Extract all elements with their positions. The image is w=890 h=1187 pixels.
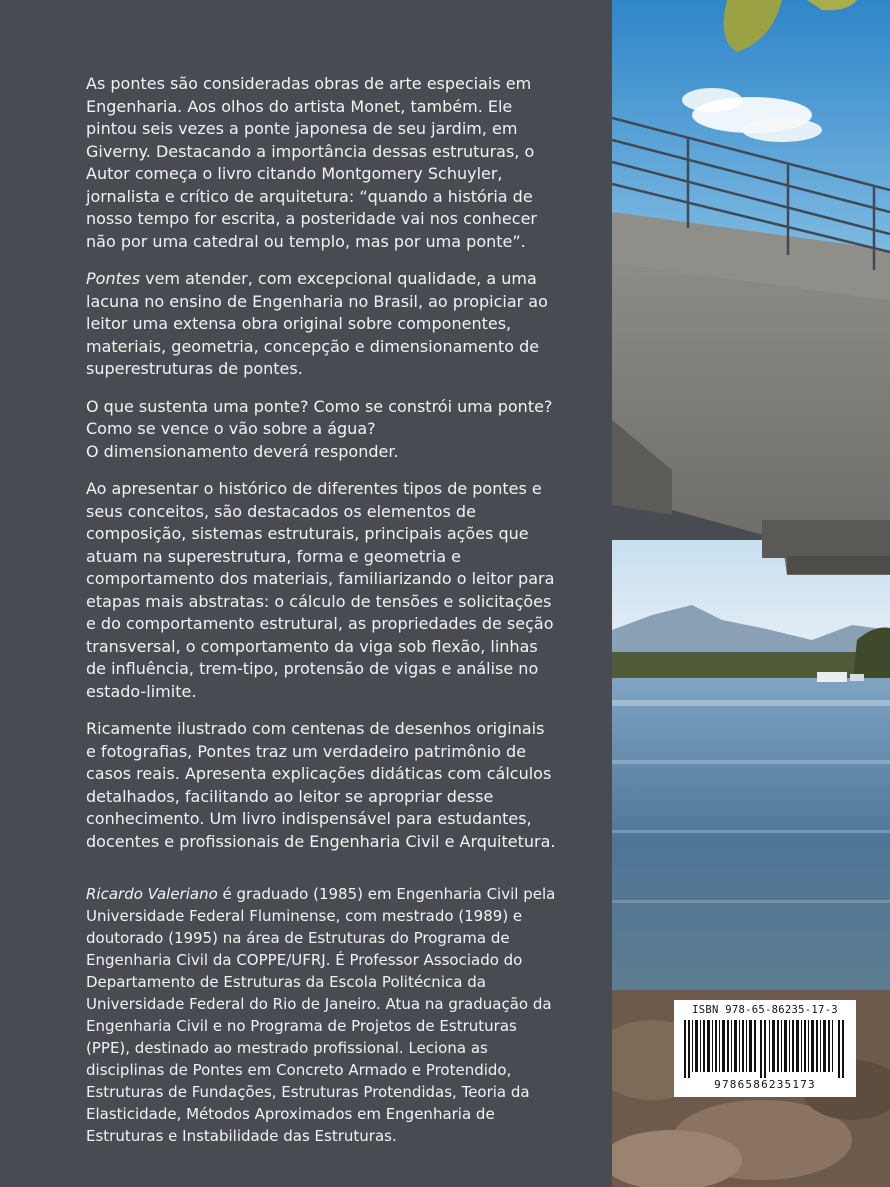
synopsis-paragraph-3 (86, 396, 556, 464)
isbn-digits: 9786586235173 (714, 1078, 816, 1091)
book-title: Pontes (86, 269, 141, 288)
author-bio (86, 883, 556, 1147)
author-name: Ricardo Valeriano (86, 885, 218, 903)
question-line-2: Como se vence o vão sobre a água? (86, 419, 376, 438)
synopsis-paragraph-1: As pontes são consideradas obras de arte especiais em Engenharia. Aos olhos do artista Monet, também. Ele pintou seis vezes a ponte japonesa de seu jardim, em Giverny. Destacando a importância dessas estruturas, o Autor começa o livro citando Montgomery Schuyler, jornalista e crítico de arquitetura: “quando a história de nosso tempo for escrita, a posteridade vai nos conhecer não por uma catedral ou templo, mas por uma ponte”. (86, 74, 537, 251)
question-line-3: O dimensionamento deverá responder. (86, 441, 399, 461)
author-bio-text: é graduado (1985) em Engenharia Civil pela Universidade Federal Fluminense, com mestrado (1989) e doutorado (1995) na área de Estruturas do Programa de Engenharia Civil da COPPE/UFRJ. É Professor Associado do Departamento de Estruturas da Escola Politécnica da Universidade Federal do Rio de Janeiro. Atua na graduação da Engenharia Civil e no Programa de Projetos de Estruturas (PPE), destinado ao mestrado profissional. Leciona as disciplinas de Pontes em Concreto Armado e Protendido, Estruturas de Fundações, Estruturas Protendidas, Teoria da Elasticidade, Métodos Aproximados em Engenharia de Estruturas e Instabilidade das Estruturas. (86, 885, 556, 1145)
synopsis-paragraph-2-body: vem atender, com excepcional qualidade, a uma lacuna no ensino de Engenharia no Brasil, ao propiciar ao leitor uma extensa obra original sobre componentes, materiais, geometria, concepção e dimensionamento de superestruturas de pontes. (86, 269, 548, 378)
question-line-1: O que sustenta uma ponte? Como se constrói uma ponte? (86, 396, 553, 416)
synopsis-paragraph-2 (86, 268, 556, 381)
back-cover-text (86, 73, 556, 1162)
isbn-label: ISBN 978-65-86235-17-3 (692, 1004, 838, 1016)
synopsis-paragraph-4: Ao apresentar o histórico de diferentes tipos de pontes e seus conceitos, são destacados os elementos de composição, sistemas estruturais, principais ações que atuam na superestrutura, forma e geometria e comportamento dos materiais, familiarizando o leitor para etapas mais abstratas: o cálculo de tensões e solicitações e do comportamento estrutural, as propriedades de seção transversal, o comportamento da viga sob flexão, linhas de influência, trem-tipo, protensão de vigas e análise no estado-limite. (86, 479, 555, 701)
synopsis-paragraph-5: Ricamente ilustrado com centenas de desenhos originais e fotografias, Pontes traz um verdadeiro patrimônio de casos reais. Apresenta explicações didáticas com cálculos detalhados, facilitando ao leitor se apropriar desse conhecimento. Um livro indispensável para estudantes, docentes e profissionais de Engenharia Civil e Arquitetura. (86, 719, 556, 851)
barcode-bars (684, 1020, 846, 1078)
isbn-barcode (674, 1000, 856, 1097)
